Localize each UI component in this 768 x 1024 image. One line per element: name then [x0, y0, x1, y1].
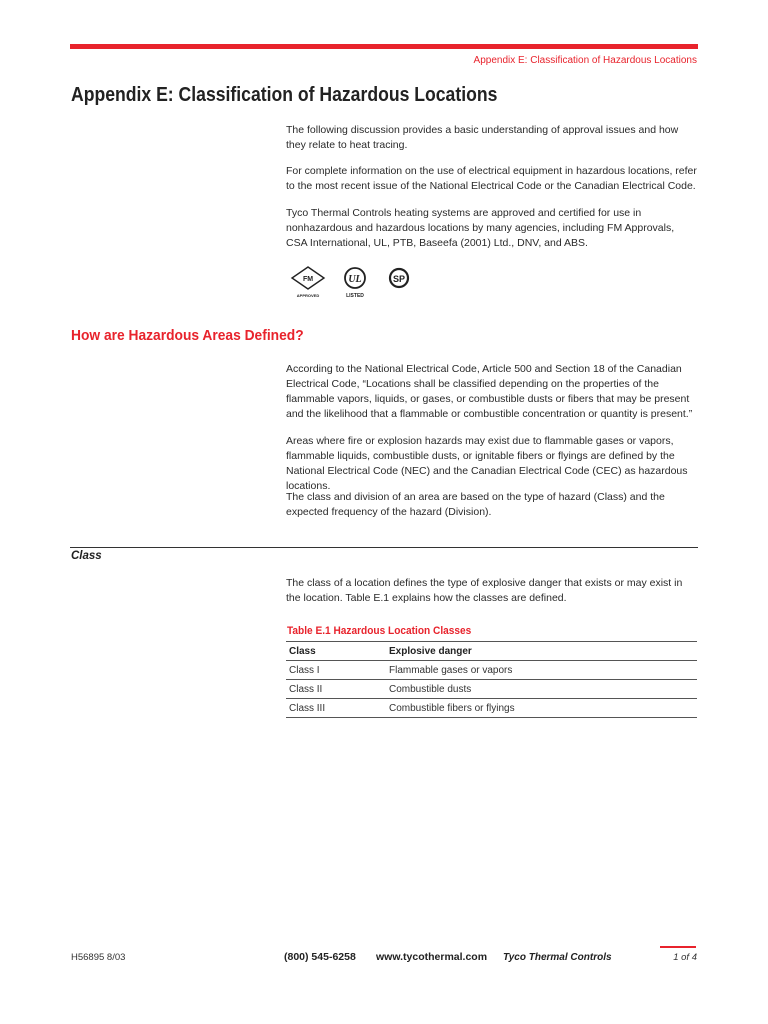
hazardous-location-classes-table: [286, 641, 697, 718]
intro-paragraph-3: [286, 206, 698, 251]
section-paragraph-2: [286, 434, 698, 494]
section-paragraph-3: [286, 490, 698, 520]
certification-logos: [286, 264, 446, 300]
ul-logo-subtext: LISTED: [346, 293, 364, 299]
section-text-1: According to the National Electrical Code, Article 500 and Section 18 of the Canadian Electrical Code, “Locations shall be classified depending on the properties of the flammable vapors, liquids, or gases, or combustible dusts or fibers that may be present and the likelihood that a flammable or combustible concentration or quantity is present.”: [286, 363, 693, 420]
page-title: Appendix E: Classification of Hazardous Locations: [71, 84, 498, 106]
class-subheading: Class: [71, 550, 102, 562]
table-cell-danger: Combustible fibers or flyings: [386, 699, 697, 718]
intro-text-3: Tyco Thermal Controls heating systems are approved and certified for use in nonhazardous and hazardous locations by many agencies, including FM Approvals, CSA International, UL, PTB, Baseefa (2001) Ltd., DNV, and ABS.: [286, 207, 675, 249]
table-cell-danger: Flammable gases or vapors: [386, 661, 697, 680]
table-cell-class: Class I: [286, 661, 386, 680]
running-header: Appendix E: Classification of Hazardous Locations: [473, 55, 697, 66]
table-cell-danger: Combustible dusts: [386, 680, 697, 699]
class-text: The class of a location defines the type of explosive danger that exists or may exist in the location. Table E.1 explains how the classes are defined.: [286, 577, 683, 604]
table-row: [286, 661, 697, 680]
intro-text-1: The following discussion provides a basic understanding of approval issues and how they relate to heat tracing.: [286, 124, 679, 151]
table-caption: Table E.1 Hazardous Location Classes: [287, 625, 472, 637]
csa-logo: [386, 264, 412, 300]
table-header-explosive-danger: Explosive danger: [386, 642, 697, 661]
table-row: [286, 699, 697, 718]
ul-listed-logo: [342, 264, 368, 300]
intro-paragraph-2: [286, 164, 698, 194]
footer-page-number: 1 of 4: [673, 952, 697, 963]
footer-website-link[interactable]: www.tycothermal.com: [376, 951, 488, 963]
footer-accent-rule: [660, 946, 696, 948]
section-heading-hazardous-areas: How are Hazardous Areas Defined?: [71, 327, 304, 344]
table-cell-class: Class III: [286, 699, 386, 718]
section-divider: [70, 547, 698, 548]
footer-brand: Tyco Thermal Controls: [503, 952, 612, 963]
ul-logo-text: UL: [348, 274, 362, 285]
fm-logo-subtext: APPROVED: [296, 293, 320, 298]
section-text-3: The class and division of an area are based on the type of hazard (Class) and the expected frequency of the hazard (Division).: [286, 491, 665, 518]
table-cell-class: Class II: [286, 680, 386, 699]
fm-logo-text: FM: [302, 276, 314, 283]
table-row: [286, 680, 697, 699]
table-header-row: [286, 642, 697, 661]
header-accent-rule: [70, 44, 698, 49]
class-paragraph: [286, 576, 698, 606]
intro-paragraph-1: [286, 123, 698, 153]
csa-logo-text: SP: [392, 274, 406, 284]
fm-approved-logo: [286, 264, 330, 300]
table-header-class: Class: [286, 642, 386, 661]
footer-document-code: H56895 8/03: [71, 952, 126, 963]
section-text-2: Areas where fire or explosion hazards may exist due to flammable gases or vapors, flammable liquids, combustible dusts, or ignitable fibers or flyings are defined by the National Electrical Code (NEC) and the Canadian Electrical Code (CEC) as hazardous locations.: [286, 435, 688, 492]
footer-phone: (800) 545-6258: [284, 951, 356, 963]
section-paragraph-1: [286, 362, 698, 422]
intro-text-2: For complete information on the use of electrical equipment in hazardous locations, refer to the most recent issue of the National Electrical Code or the Canadian Electrical Code.: [286, 165, 697, 192]
